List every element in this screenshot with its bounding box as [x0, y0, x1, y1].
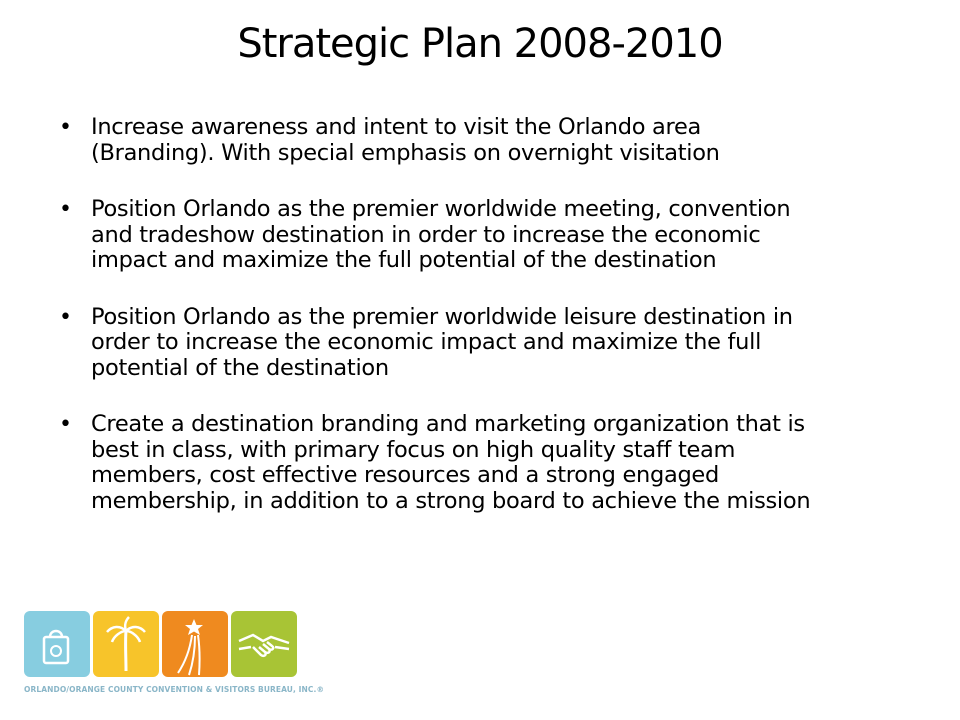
logo-caption: ORLANDO/ORANGE COUNTY CONVENTION & VISITORS BUREAU, INC.®: [24, 685, 325, 694]
bullet-item: [56, 197, 936, 274]
logo-tile-handshake: [231, 611, 297, 677]
bullet-line: potential of the destination: [91, 354, 389, 381]
shooting-star-icon: [162, 611, 228, 677]
bullet-line: best in class, with primary focus on high quality staff team: [91, 436, 736, 463]
bullet-list: [56, 115, 936, 545]
bullet-line: and tradeshow destination in order to increase the economic: [91, 221, 761, 248]
bullet-line: (Branding). With special emphasis on overnight visitation: [91, 139, 720, 166]
logo-tile-star: [162, 611, 228, 677]
bullet-line: Create a destination branding and marketing organization that is: [91, 411, 805, 437]
bullet-line: Position Orlando as the premier worldwide leisure destination in: [91, 303, 793, 330]
slide-title: Strategic Plan 2008-2010: [237, 21, 723, 67]
bullet-line: impact and maximize the full potential of the destination: [91, 247, 717, 273]
bullet-dot: •: [59, 304, 72, 330]
logo-tile-palm: [93, 611, 159, 677]
bullet-line: order to increase the economic impact and maximize the full: [91, 329, 762, 355]
bullet-item: [56, 305, 936, 382]
bullet-line: Increase awareness and intent to visit the Orlando area: [91, 114, 702, 140]
bullet-line: members, cost effective resources and a strong engaged: [91, 462, 719, 488]
bullet-item: [56, 115, 936, 166]
bullet-line: Position Orlando as the premier worldwide meeting, convention: [91, 196, 791, 222]
bullet-item: [56, 412, 936, 514]
handshake-icon: [231, 611, 297, 677]
shopping-bag-icon: [24, 611, 90, 677]
ocvb-logo: [24, 611, 325, 696]
bullet-line: membership, in addition to a strong board to achieve the mission: [91, 487, 811, 514]
bullet-dot: •: [59, 197, 72, 222]
palm-tree-icon: [93, 611, 159, 677]
bullet-dot: •: [59, 115, 72, 140]
logo-tile-shopping: [24, 611, 90, 677]
bullet-dot: •: [59, 412, 72, 437]
